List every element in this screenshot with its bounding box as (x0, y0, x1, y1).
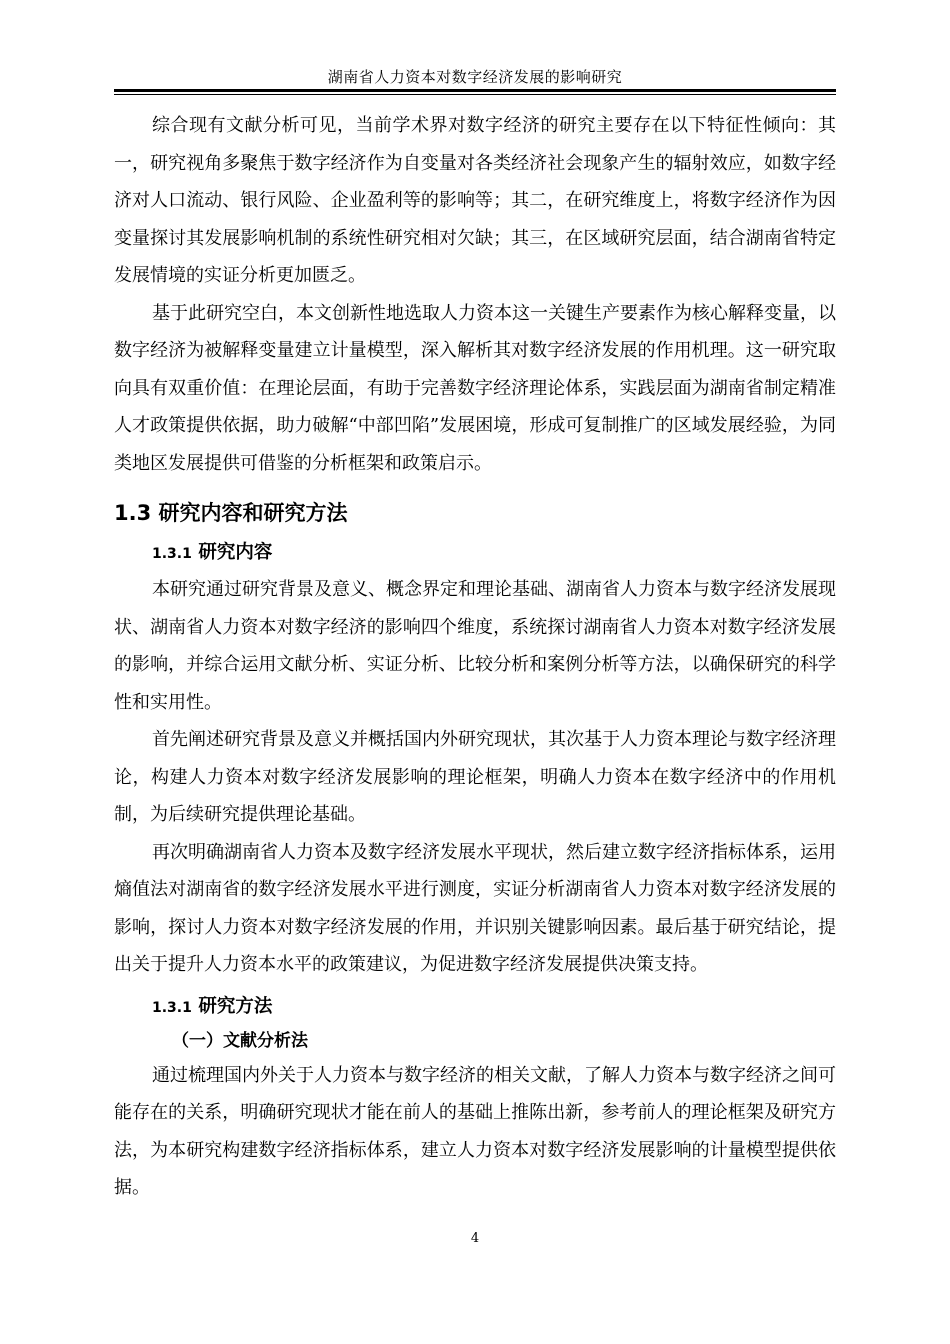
header-rule-thin (114, 94, 836, 95)
paragraph-content-overview: 本研究通过研究背景及意义、概念界定和理论基础、湖南省人力资本与数字经济发展现状、湖南省人力资本对数字经济的影响四个维度，系统探讨湖南省人力资本对数字经济发展的影响，并综合运用文献分析、实证分析、比较分析和案例分析等方法，以确保研究的科学性和实用性。 (114, 579, 836, 713)
section-heading: 1.3 研究内容和研究方法 (114, 501, 348, 525)
subsection-title: 研究内容 (198, 542, 273, 563)
subsection-number: 1.3.1 (152, 999, 192, 1016)
subsection-number: 1.3.1 (152, 546, 192, 562)
paragraph-literature-summary: 综合现有文献分析可见，当前学术界对数字经济的研究主要存在以下特征性倾向：其一，研究视角多聚焦于数字经济作为自变量对各类经济社会现象产生的辐射效应，如数字经济对人口流动、银行风险、企业盈利等的影响等；其二，在研究维度上，将数字经济作为因变量探讨其发展影响机制的系统性研究相对欠缺；其三，在区域研究层面，结合湖南省特定发展情境的实证分析更加匮乏。 (114, 115, 836, 286)
running-header: 湖南省人力资本对数字经济发展的影响研究 (327, 68, 623, 86)
page-body (114, 107, 836, 1207)
paragraph-content-first: 首先阐述研究背景及意义并概括国内外研究现状，其次基于人力资本理论与数字经济理论，构建人力资本对数字经济发展影响的理论框架，明确人力资本在数字经济中的作用机制，为后续研究提供理论基础。 (114, 729, 836, 825)
paragraph-literature-method: 通过梳理国内外关于人力资本与数字经济的相关文献，了解人力资本与数字经济之间可能存在的关系，明确研究现状才能在前人的基础上推陈出新，参考前人的理论框架及研究方法，为本研究构建数字经济指标体系，建立人力资本对数字经济发展影响的计量模型提供依据。 (114, 1064, 836, 1198)
subsection-heading-methods (114, 990, 836, 1025)
paragraph-content-then: 再次明确湖南省人力资本及数字经济发展水平现状，然后建立数字经济指标体系，运用熵值法对湖南省的数字经济发展水平进行测度，实证分析湖南省人力资本对数字经济发展的影响，探讨人力资本对数字经济发展的作用，并识别关键影响因素。最后基于研究结论，提出关于提升人力资本水平的政策建议，为促进数字经济发展提供决策支持。 (114, 841, 836, 975)
method-heading: （一）文献分析法 (172, 1030, 308, 1051)
header-rule-thick (114, 89, 836, 92)
subsection-title: 研究方法 (198, 995, 273, 1017)
paragraph-research-gap: 基于此研究空白，本文创新性地选取人力资本这一关键生产要素作为核心解释变量，以数字经济为被解释变量建立计量模型，深入解析其对数字经济发展的作用机理。这一研究取向具有双重价值：在理论层面，有助于完善数字经济理论体系，实践层面为湖南省制定精准人才政策提供依据，助力破解“中部凹陷”发展困境，形成可复制推广的区域发展经验，为同类地区发展提供可借鉴的分析框架和政策启示。 (114, 302, 836, 474)
subsection-heading-content (114, 536, 836, 571)
page-number: 4 (470, 1231, 480, 1246)
